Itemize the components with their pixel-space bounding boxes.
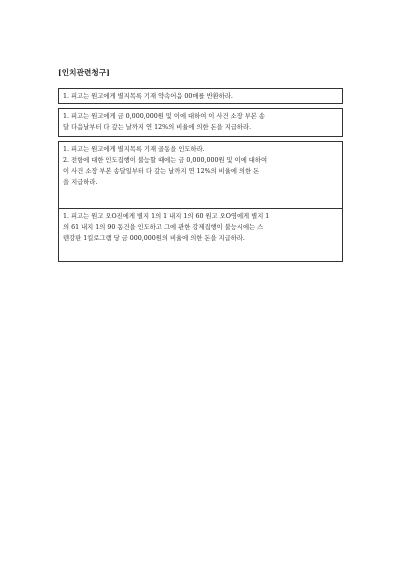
claim-box-3 [58,141,343,209]
claim-line: 1. 피고는 원고에게 별지목록 기재 약속어음 00매를 반환하라. [63,93,233,100]
claim-line: 달 다음날부터 다 갚는 날까지 연 12%의 비율에 의한 돈을 지급하라. [63,124,252,131]
claim-box-1 [58,88,343,104]
claim-line: 1. 피고는 원고에게 별지목록 기재 골동을 인도하라. [63,146,205,153]
claim-line: 의 61 내지 1의 90 동건을 인도하고 그에 관한 강제집행이 불능시에는 스 [63,224,264,231]
claim-line: 1. 피고는 원고에게 금 0,000,000원 및 이에 대하여 이 사건 소장 부본 송 [63,113,265,120]
claim-line: 이 사건 소장 부본 송달일부터 다 갚는 날까지 연 12%의 비율에 의한 돈 [63,168,260,175]
claim-line: 텐강판 1킬로그램 당 금 000,000원의 비율에 의한 돈을 지급하라. [63,235,245,242]
claim-line: 을 지급하라. [63,179,98,186]
claim-line: 1. 피고는 원고 오O진에게 별지 1의 1 내지 1의 60 원고 오O영에게 별지 1 [63,213,270,220]
section-heading: [인치관련청구] [58,68,110,77]
claim-box-4 [58,208,343,262]
claim-box-2 [58,108,343,137]
claim-line: 2. 전항에 대한 인도집행이 불능할 때에는 금 0,000,000원 및 이에 대하여 [63,157,268,164]
